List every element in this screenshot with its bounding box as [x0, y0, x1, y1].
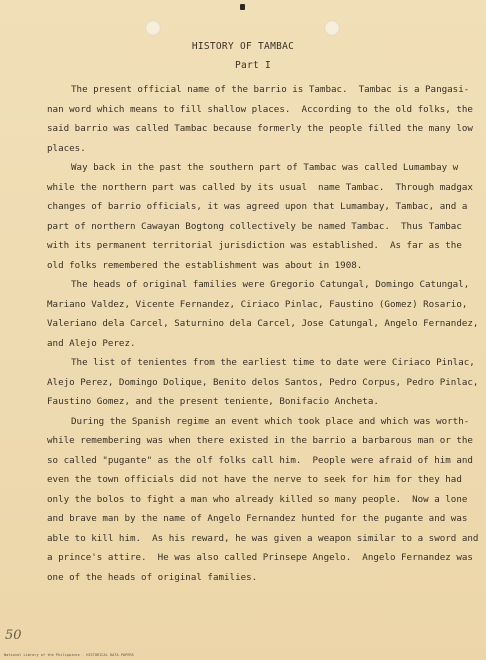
text-line: During the Spanish regime an event which took place and which was worth-: [71, 415, 470, 427]
text-line: even the town officials did not have the nerve to seek for him for they had: [47, 474, 462, 485]
text-line: one of the heads of original families.: [47, 571, 258, 583]
text-line: Mariano Valdez, Vicente Fernandez, Ciriaco Pinlac, Faustino (Gomez) Rosario,: [47, 298, 468, 310]
text-line: Valeriano dela Carcel, Saturnino dela Carcel, Jose Catungal, Angelo Fernandez,: [47, 318, 479, 329]
body-text: [47, 80, 479, 587]
text-line: while remembering was when there existed in the barrio a barbarous man or the: [47, 435, 473, 446]
text-line: nan word which means to fill shallow places. According to the old folks, the: [47, 103, 473, 115]
text-line: and brave man by the name of Angelo Fernandez hunted for the pugante and was: [47, 513, 468, 524]
text-line: so called "pugante" as the olf folks call him. People were afraid of him and: [47, 454, 473, 466]
part-heading: Part I: [234, 60, 272, 71]
text-line: changes of barrio officials, it was agreed upon that Lumambay, Tambac, and a: [47, 201, 468, 212]
text-line: old folks remembered the establishment was about in 1908.: [47, 259, 363, 271]
text-line: and Alejo Perez.: [47, 337, 136, 349]
document-title: HISTORY OF TAMBAC: [191, 41, 295, 52]
text-line: said barrio was called Tambac because formerly the people filled the many low: [47, 123, 473, 134]
archive-footer: National Library of the Philippines - HISTORICAL DATA PAPERS: [4, 653, 134, 657]
text-line: part of northern Cawayan Bogtong collectively be named Tambac. Thus Tambac: [47, 220, 462, 232]
text-line: Faustino Gomez, and the present teniente, Bonifacio Ancheta.: [47, 396, 379, 407]
text-line: The present official name of the barrio is Tambac. Tambac is a Pangasi-: [71, 84, 470, 95]
text-line: The heads of original families were Gregorio Catungal, Domingo Catungal,: [71, 279, 470, 290]
handwritten-page-number: 50: [5, 628, 22, 643]
text-line: a prince's attire. He was also called Prinsepe Angelo. Angelo Fernandez was: [47, 552, 473, 563]
staple-mark: [240, 4, 245, 10]
text-line: places.: [47, 142, 86, 154]
punch-hole-left: [145, 20, 161, 36]
punch-hole-right: [324, 20, 340, 36]
text-line: able to kill him. As his reward, he was given a weapon similar to a sword and: [47, 532, 479, 544]
text-line: Alejo Perez, Domingo Dolique, Benito delos Santos, Pedro Corpus, Pedro Pinlac,: [47, 376, 479, 388]
text-line: with its permanent territorial jurisdiction was established. As far as the: [47, 240, 462, 251]
text-line: The list of tenientes from the earliest time to date were Ciriaco Pinlac,: [71, 357, 475, 368]
text-line: Way back in the past the southern part of Tambac was called Lumambay w: [71, 162, 459, 173]
text-line: while the northern part was called by its usual name Tambac. Through madgax: [47, 181, 473, 193]
text-line: only the bolos to fight a man who already killed so many people. Now a lone: [47, 493, 468, 505]
